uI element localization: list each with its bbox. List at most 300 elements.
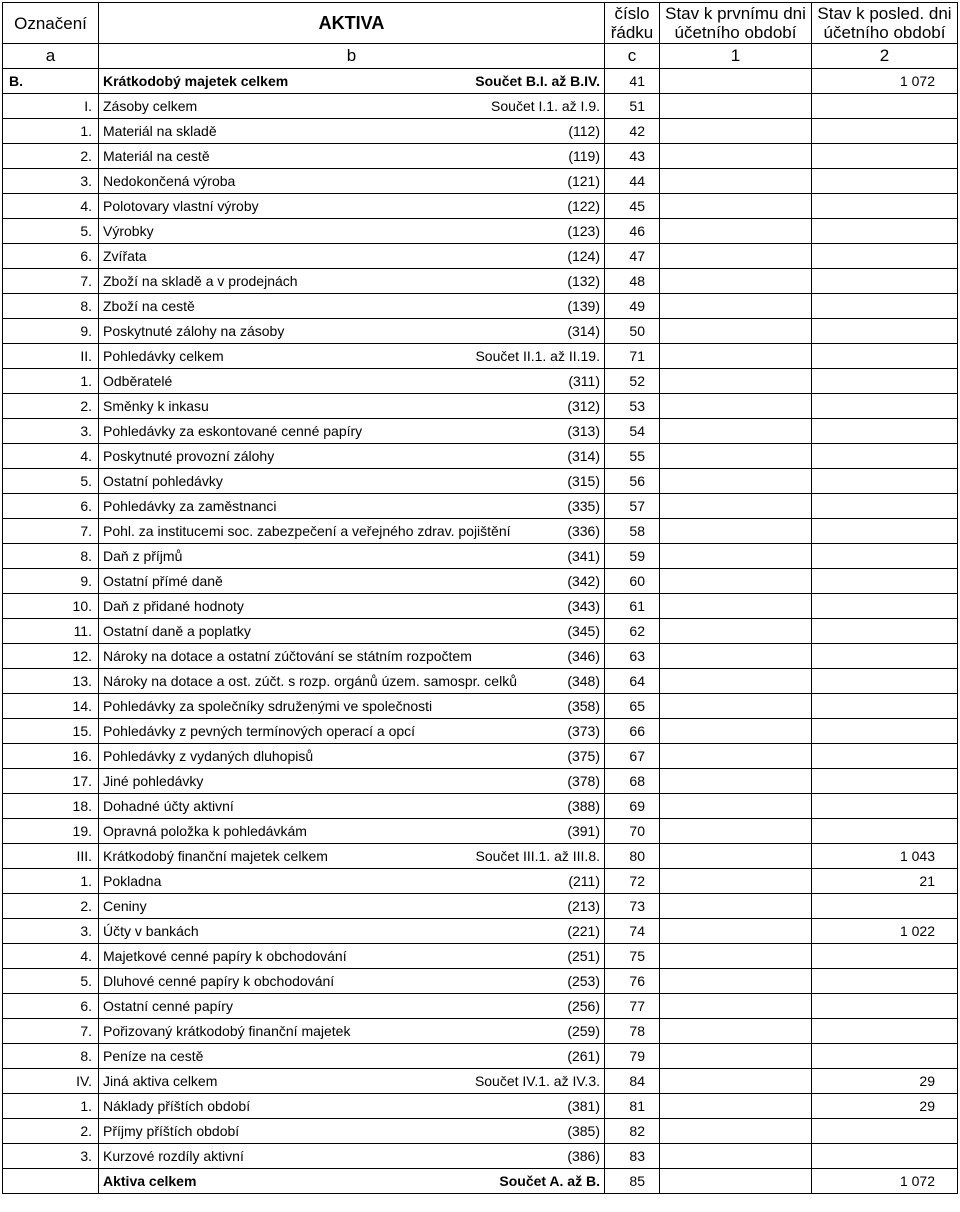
row-description	[99, 944, 605, 969]
row-account-ref: (123)	[567, 223, 600, 239]
table-row	[3, 394, 958, 419]
row-account-ref: (373)	[567, 723, 600, 739]
row-value-last-day	[812, 769, 958, 794]
table-row	[3, 844, 958, 869]
row-line-number: 64	[605, 669, 660, 694]
row-description	[99, 494, 605, 519]
row-description	[99, 469, 605, 494]
row-account-ref: (311)	[568, 373, 600, 389]
row-label: Zvířata	[103, 248, 147, 264]
row-value-last-day	[812, 694, 958, 719]
row-value-last-day	[812, 169, 958, 194]
table-row	[3, 994, 958, 1019]
row-value-first-day	[660, 194, 812, 219]
row-description	[99, 619, 605, 644]
row-value-last-day	[812, 569, 958, 594]
row-description	[99, 219, 605, 244]
row-value-first-day	[660, 944, 812, 969]
row-mark: 2.	[3, 394, 99, 419]
row-mark: 1.	[3, 119, 99, 144]
row-account-ref: (139)	[567, 298, 600, 314]
row-line-number: 71	[605, 344, 660, 369]
row-value-last-day	[812, 1119, 958, 1144]
row-value-last-day	[812, 644, 958, 669]
row-description	[99, 544, 605, 569]
row-line-number: 72	[605, 869, 660, 894]
row-description	[99, 1119, 605, 1144]
row-mark: 7.	[3, 519, 99, 544]
table-row	[3, 644, 958, 669]
table-row	[3, 144, 958, 169]
row-line-number: 77	[605, 994, 660, 1019]
table-row	[3, 494, 958, 519]
table-row	[3, 919, 958, 944]
row-mark: 17.	[3, 769, 99, 794]
row-label: Pohledávky za eskontované cenné papíry	[103, 423, 363, 439]
letter-2: 2	[812, 44, 958, 69]
letter-c: c	[605, 44, 660, 69]
row-mark: 2.	[3, 894, 99, 919]
row-value-last-day	[812, 669, 958, 694]
row-line-number: 63	[605, 644, 660, 669]
row-value-first-day	[660, 1094, 812, 1119]
row-label: Materiál na cestě	[103, 148, 210, 164]
header-aktiva: AKTIVA	[99, 3, 605, 44]
table-row	[3, 1119, 958, 1144]
row-description	[99, 844, 605, 869]
row-label: Materiál na skladě	[103, 123, 217, 139]
table-row	[3, 519, 958, 544]
row-description	[99, 1044, 605, 1069]
row-label: Pořizovaný krátkodobý finanční majetek	[103, 1023, 351, 1039]
row-label: Dohadné účty aktivní	[103, 798, 234, 814]
table-row	[3, 244, 958, 269]
row-description	[99, 869, 605, 894]
header-row	[3, 3, 958, 44]
row-account-ref: (385)	[567, 1123, 600, 1139]
header-stav-prvni: Stav k prvnímu dni účetního období	[660, 3, 812, 44]
row-account-ref: (342)	[567, 573, 600, 589]
row-description	[99, 694, 605, 719]
row-description	[99, 744, 605, 769]
row-mark	[3, 1169, 99, 1194]
row-mark: II.	[3, 344, 99, 369]
table-row	[3, 119, 958, 144]
row-value-first-day	[660, 1119, 812, 1144]
row-label: Kurzové rozdíly aktivní	[103, 1148, 244, 1164]
row-value-last-day	[812, 994, 958, 1019]
row-line-number: 75	[605, 944, 660, 969]
row-value-last-day	[812, 369, 958, 394]
table-row	[3, 319, 958, 344]
row-label: Daň z přidané hodnoty	[103, 598, 244, 614]
row-account-ref: (132)	[567, 273, 600, 289]
row-account-ref: (211)	[568, 873, 600, 889]
row-mark: 6.	[3, 494, 99, 519]
row-description	[99, 894, 605, 919]
row-value-last-day	[812, 519, 958, 544]
row-mark: 7.	[3, 1019, 99, 1044]
row-mark: 3.	[3, 169, 99, 194]
row-value-first-day	[660, 1044, 812, 1069]
row-value-first-day	[660, 744, 812, 769]
table-row	[3, 1044, 958, 1069]
letter-a: a	[3, 44, 99, 69]
row-account-ref: (345)	[567, 623, 600, 639]
column-letters-row	[3, 44, 958, 69]
row-mark: 9.	[3, 319, 99, 344]
row-label: Náklady příštích období	[103, 1098, 251, 1114]
row-description	[99, 569, 605, 594]
row-account-ref: (358)	[567, 698, 600, 714]
row-account-ref: (122)	[567, 198, 600, 214]
table-row	[3, 294, 958, 319]
row-mark: B.	[3, 69, 99, 94]
row-line-number: 51	[605, 94, 660, 119]
row-description	[99, 719, 605, 744]
row-line-number: 79	[605, 1044, 660, 1069]
row-account-ref: (346)	[567, 648, 600, 664]
row-account-ref: (391)	[567, 823, 600, 839]
row-label: Pokladna	[103, 873, 162, 889]
row-description	[99, 369, 605, 394]
row-mark: 12.	[3, 644, 99, 669]
row-mark: 6.	[3, 244, 99, 269]
row-description	[99, 94, 605, 119]
row-value-last-day	[812, 594, 958, 619]
letter-b: b	[99, 44, 605, 69]
row-description	[99, 594, 605, 619]
row-label: Krátkodobý majetek celkem	[103, 73, 289, 89]
row-account-ref: (388)	[567, 798, 600, 814]
row-mark: 4.	[3, 194, 99, 219]
row-value-first-day	[660, 719, 812, 744]
row-line-number: 58	[605, 519, 660, 544]
row-value-first-day	[660, 769, 812, 794]
table-row	[3, 819, 958, 844]
row-label: Pohledávky za společníky sdruženými ve společnosti	[103, 698, 433, 714]
row-account-ref: (124)	[567, 248, 600, 264]
row-mark: 16.	[3, 744, 99, 769]
row-label: Pohledávky z pevných termínových operací a opcí	[103, 723, 416, 739]
row-mark: III.	[3, 844, 99, 869]
row-value-first-day	[660, 1019, 812, 1044]
row-value-last-day	[812, 744, 958, 769]
row-mark: I.	[3, 94, 99, 119]
row-description	[99, 394, 605, 419]
row-label: Ostatní cenné papíry	[103, 998, 233, 1014]
row-value-first-day	[660, 319, 812, 344]
row-mark: IV.	[3, 1069, 99, 1094]
row-mark: 3.	[3, 919, 99, 944]
row-mark: 1.	[3, 1094, 99, 1119]
row-account-ref: (112)	[568, 123, 600, 139]
row-value-last-day	[812, 294, 958, 319]
table-row	[3, 69, 958, 94]
row-account-ref: (312)	[567, 398, 600, 414]
row-label: Poskytnuté zálohy na zásoby	[103, 323, 285, 339]
row-description	[99, 1169, 605, 1194]
row-value-last-day	[812, 344, 958, 369]
row-label: Zboží na skladě a v prodejnách	[103, 273, 298, 289]
row-value-last-day	[812, 969, 958, 994]
header-oznaceni: Označení	[3, 3, 99, 44]
row-mark: 1.	[3, 869, 99, 894]
table-row	[3, 944, 958, 969]
row-account-ref: Součet I.1. až I.9.	[491, 98, 600, 114]
table-row	[3, 369, 958, 394]
row-label: Polotovary vlastní výroby	[103, 198, 259, 214]
row-value-first-day	[660, 544, 812, 569]
row-value-first-day	[660, 1169, 812, 1194]
row-value-first-day	[660, 219, 812, 244]
row-value-last-day	[812, 144, 958, 169]
header-stav-posledni: Stav k posled. dni účetního období	[812, 3, 958, 44]
row-label: Poskytnuté provozní zálohy	[103, 448, 275, 464]
row-value-last-day	[812, 794, 958, 819]
row-line-number: 53	[605, 394, 660, 419]
row-value-first-day	[660, 144, 812, 169]
row-label: Krátkodobý finanční majetek celkem	[103, 848, 328, 864]
row-line-number: 82	[605, 1119, 660, 1144]
row-line-number: 85	[605, 1169, 660, 1194]
row-description	[99, 144, 605, 169]
row-account-ref: (259)	[567, 1023, 600, 1039]
row-description	[99, 294, 605, 319]
row-value-first-day	[660, 394, 812, 419]
row-line-number: 61	[605, 594, 660, 619]
row-mark: 6.	[3, 994, 99, 1019]
row-line-number: 65	[605, 694, 660, 719]
row-account-ref: Součet A. až B.	[499, 1173, 600, 1189]
row-label: Daň z příjmů	[103, 548, 183, 564]
row-line-number: 45	[605, 194, 660, 219]
row-description	[99, 344, 605, 369]
row-value-last-day	[812, 1044, 958, 1069]
row-value-first-day	[660, 994, 812, 1019]
row-value-first-day	[660, 694, 812, 719]
row-label: Ostatní daně a poplatky	[103, 623, 251, 639]
row-value-first-day	[660, 169, 812, 194]
row-value-first-day	[660, 419, 812, 444]
row-value-last-day	[812, 469, 958, 494]
row-line-number: 41	[605, 69, 660, 94]
row-mark: 5.	[3, 469, 99, 494]
row-account-ref: Součet II.1. až II.19.	[475, 348, 600, 364]
table-row	[3, 719, 958, 744]
row-value-last-day	[812, 444, 958, 469]
row-account-ref: Součet IV.1. až IV.3.	[474, 1073, 600, 1089]
row-mark: 4.	[3, 444, 99, 469]
row-value-first-day	[660, 369, 812, 394]
row-mark: 11.	[3, 619, 99, 644]
table-row	[3, 794, 958, 819]
table-row	[3, 269, 958, 294]
row-value-first-day	[660, 619, 812, 644]
row-mark: 4.	[3, 944, 99, 969]
row-description	[99, 769, 605, 794]
row-account-ref: (314)	[567, 323, 600, 339]
table-row	[3, 694, 958, 719]
row-label: Odběratelé	[103, 373, 173, 389]
row-value-last-day	[812, 419, 958, 444]
row-description	[99, 644, 605, 669]
row-label: Ostatní pohledávky	[103, 473, 223, 489]
row-line-number: 47	[605, 244, 660, 269]
row-value-first-day	[660, 344, 812, 369]
table-row	[3, 1094, 958, 1119]
row-mark: 19.	[3, 819, 99, 844]
row-mark: 9.	[3, 569, 99, 594]
row-description	[99, 194, 605, 219]
table-row	[3, 969, 958, 994]
row-value-first-day	[660, 794, 812, 819]
row-label: Zboží na cestě	[103, 298, 195, 314]
letter-1: 1	[660, 44, 812, 69]
row-label: Účty v bankách	[103, 923, 199, 939]
row-value-first-day	[660, 569, 812, 594]
row-label: Ceniny	[103, 898, 147, 914]
row-description	[99, 119, 605, 144]
row-mark: 2.	[3, 1119, 99, 1144]
table-row	[3, 194, 958, 219]
row-value-first-day	[660, 869, 812, 894]
row-mark: 8.	[3, 294, 99, 319]
row-value-first-day	[660, 269, 812, 294]
row-label: Aktiva celkem	[103, 1173, 197, 1189]
row-value-last-day: 21	[812, 869, 958, 894]
table-row	[3, 594, 958, 619]
row-value-last-day	[812, 544, 958, 569]
table-row	[3, 219, 958, 244]
table-row	[3, 669, 958, 694]
row-label: Peníze na cestě	[103, 1048, 204, 1064]
row-account-ref: (121)	[567, 173, 600, 189]
row-description	[99, 244, 605, 269]
row-account-ref: (314)	[567, 448, 600, 464]
row-value-last-day: 1 043	[812, 844, 958, 869]
row-value-first-day	[660, 1069, 812, 1094]
row-description	[99, 519, 605, 544]
balance-sheet-table	[2, 2, 958, 1194]
row-description	[99, 444, 605, 469]
table-row	[3, 569, 958, 594]
row-value-last-day	[812, 219, 958, 244]
table-row	[3, 344, 958, 369]
row-mark: 8.	[3, 1044, 99, 1069]
row-account-ref: (341)	[567, 548, 600, 564]
row-value-last-day	[812, 94, 958, 119]
row-account-ref: (348)	[567, 673, 600, 689]
row-line-number: 48	[605, 269, 660, 294]
row-description	[99, 1069, 605, 1094]
table-row	[3, 1069, 958, 1094]
row-account-ref: (315)	[567, 473, 600, 489]
row-value-last-day: 29	[812, 1094, 958, 1119]
row-value-first-day	[660, 644, 812, 669]
row-label: Nároky na dotace a ostatní zúčtování se státním rozpočtem	[103, 648, 472, 664]
row-value-first-day	[660, 1144, 812, 1169]
row-value-first-day	[660, 94, 812, 119]
row-value-last-day	[812, 194, 958, 219]
row-account-ref: (343)	[567, 598, 600, 614]
row-label: Výrobky	[103, 223, 154, 239]
row-description	[99, 919, 605, 944]
row-value-first-day	[660, 519, 812, 544]
row-account-ref: (213)	[567, 898, 600, 914]
row-mark: 2.	[3, 144, 99, 169]
row-line-number: 68	[605, 769, 660, 794]
row-value-last-day: 29	[812, 1069, 958, 1094]
row-label: Jiná aktiva celkem	[103, 1073, 218, 1089]
row-value-last-day	[812, 1019, 958, 1044]
row-line-number: 70	[605, 819, 660, 844]
row-mark: 13.	[3, 669, 99, 694]
row-line-number: 43	[605, 144, 660, 169]
row-line-number: 69	[605, 794, 660, 819]
row-line-number: 56	[605, 469, 660, 494]
row-value-last-day: 1 072	[812, 1169, 958, 1194]
row-value-first-day	[660, 494, 812, 519]
row-line-number: 57	[605, 494, 660, 519]
row-account-ref: Součet B.I. až B.IV.	[475, 73, 600, 89]
row-line-number: 55	[605, 444, 660, 469]
row-line-number: 59	[605, 544, 660, 569]
row-account-ref: (378)	[567, 773, 600, 789]
row-value-last-day: 1 072	[812, 69, 958, 94]
row-value-first-day	[660, 469, 812, 494]
row-line-number: 66	[605, 719, 660, 744]
row-label: Nároky na dotace a ost. zúčt. s rozp. orgánů územ. samospr. celků	[103, 673, 517, 689]
header-cislo-radku: číslo řádku	[605, 3, 660, 44]
row-value-first-day	[660, 444, 812, 469]
row-value-first-day	[660, 894, 812, 919]
row-value-last-day	[812, 319, 958, 344]
row-description	[99, 969, 605, 994]
row-line-number: 50	[605, 319, 660, 344]
row-mark: 15.	[3, 719, 99, 744]
row-mark: 8.	[3, 544, 99, 569]
table-row	[3, 769, 958, 794]
row-line-number: 42	[605, 119, 660, 144]
row-line-number: 60	[605, 569, 660, 594]
row-label: Pohledávky celkem	[103, 348, 224, 364]
row-line-number: 84	[605, 1069, 660, 1094]
row-value-last-day	[812, 894, 958, 919]
table-row	[3, 894, 958, 919]
table-row	[3, 444, 958, 469]
row-mark: 5.	[3, 969, 99, 994]
table-row	[3, 1019, 958, 1044]
table-row	[3, 744, 958, 769]
row-mark: 7.	[3, 269, 99, 294]
table-row	[3, 1169, 958, 1194]
row-line-number: 83	[605, 1144, 660, 1169]
row-description	[99, 994, 605, 1019]
row-account-ref: (313)	[567, 423, 600, 439]
row-value-last-day	[812, 1144, 958, 1169]
row-description	[99, 1019, 605, 1044]
row-value-first-day	[660, 69, 812, 94]
row-value-first-day	[660, 819, 812, 844]
row-label: Ostatní přímé daně	[103, 573, 223, 589]
row-value-first-day	[660, 969, 812, 994]
row-description	[99, 794, 605, 819]
row-label: Pohl. za institucemi soc. zabezpečení a veřejného zdrav. pojištění	[103, 523, 511, 539]
row-account-ref: (119)	[568, 148, 600, 164]
row-description	[99, 69, 605, 94]
row-value-last-day	[812, 944, 958, 969]
